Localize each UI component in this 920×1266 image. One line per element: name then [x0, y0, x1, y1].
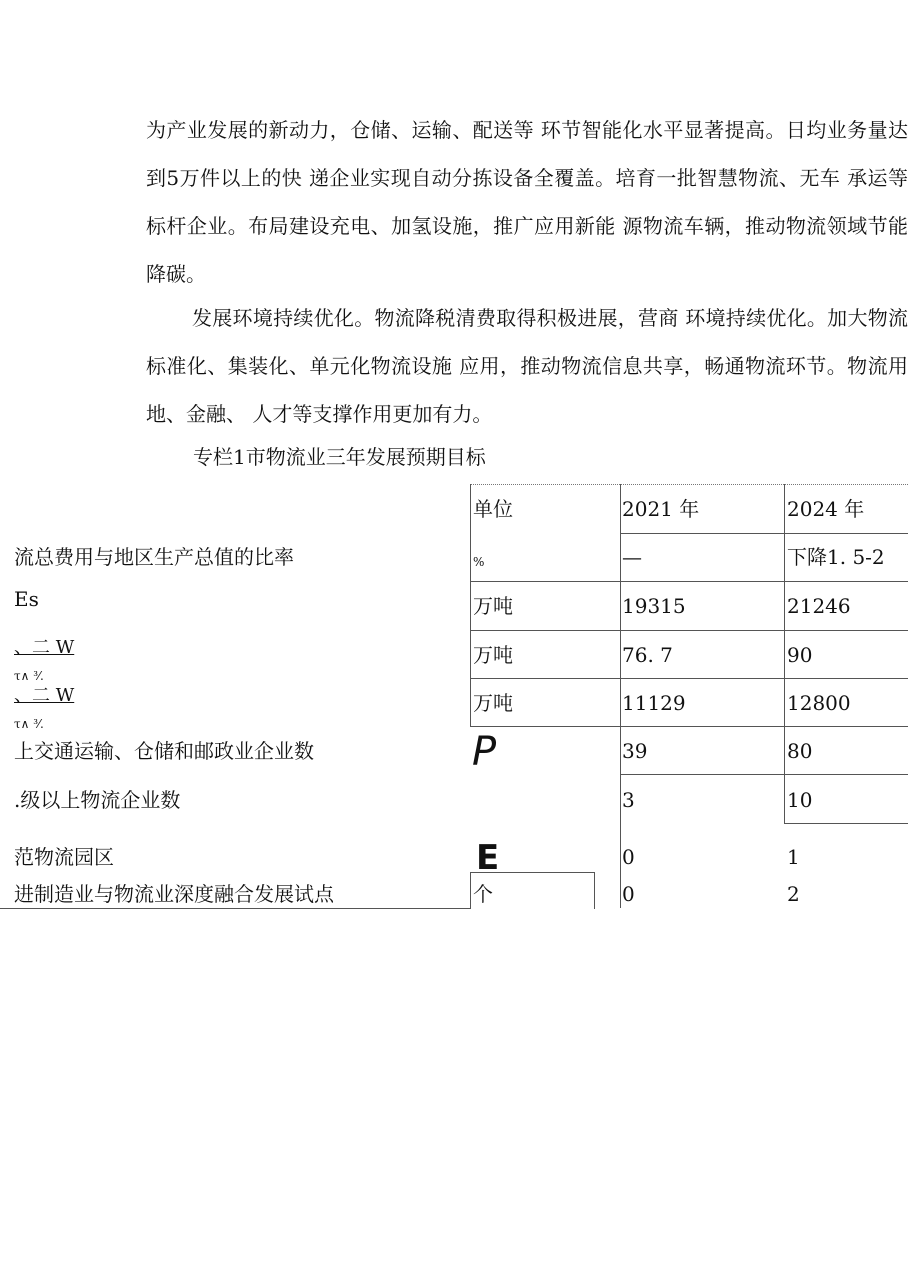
- table-caption: 专栏1市物流业三年发展预期目标: [193, 445, 486, 469]
- row-unit: 万吨: [473, 643, 513, 667]
- row-2021: 11129: [622, 691, 686, 715]
- row-label: 范物流园区: [14, 845, 114, 869]
- row-unit: P: [472, 729, 497, 775]
- row-2024: 80: [787, 739, 813, 763]
- row-label: 、二 W: [14, 685, 75, 706]
- row-2021: —: [622, 545, 642, 569]
- row-label: Es: [14, 587, 39, 611]
- row-sublabel: τ∧ ³⁄.: [14, 669, 44, 683]
- table-bottom-rule: [0, 908, 470, 909]
- row-unit: 个: [473, 882, 493, 906]
- table-rule: [784, 823, 908, 824]
- row-label: 上交通运输、仓储和邮政业企业数: [14, 739, 314, 763]
- row-label: .级以上物流企业数: [14, 788, 181, 812]
- body-paragraph-2: 发展环境持续优化。物流降税清费取得积极进展，营商 环境持续优化。加大物流标准化、集装化、单元化物流设施 应用，推动物流信息共享，畅通物流环节。物流用地、金融、 人才等支撑作用更加有力。: [146, 306, 908, 426]
- table-col-border: [470, 484, 471, 726]
- row-unit: E: [476, 838, 500, 878]
- row-2021: 3: [622, 788, 635, 812]
- table-rule: [470, 630, 908, 631]
- row-label: 、二 W: [14, 637, 75, 658]
- header-2021: 2021 年: [622, 497, 700, 521]
- table-rule: [470, 581, 908, 582]
- row-unit: 万吨: [473, 691, 513, 715]
- row-2024: 1: [787, 845, 800, 869]
- row-unit: 万吨: [473, 594, 513, 618]
- table-rule: [470, 726, 908, 727]
- row-2024: 10: [787, 788, 813, 812]
- row-2021: 0: [622, 845, 635, 869]
- body-paragraph-1: 为产业发展的新动力，仓储、运输、配送等 环节智能化水平显著提高。日均业务量达到5万件以上的快 递企业实现自动分拣设备全覆盖。培育一批智慧物流、无车 承运等标杆企业。布局建设充电、加氢设施，推广应用新能 源物流车辆，推动物流领域节能降碳。: [146, 118, 908, 286]
- header-unit: 单位: [473, 497, 513, 521]
- table-col-border: [594, 872, 595, 909]
- table-top-border: [470, 484, 908, 485]
- row-label: 进制造业与物流业深度融合发展试点: [14, 882, 334, 906]
- table-col-border: [784, 484, 785, 823]
- row-2024: 90: [787, 643, 813, 667]
- row-label: 流总费用与地区生产总值的比率: [14, 545, 294, 569]
- row-2021: 76. 7: [622, 643, 673, 667]
- row-2024: 12800: [787, 691, 851, 715]
- row-2021: 19315: [622, 594, 686, 618]
- table-rule: [470, 678, 908, 679]
- row-sublabel: τ∧ ³⁄.: [14, 717, 44, 731]
- table-rule: [620, 533, 908, 534]
- header-2024: 2024 年: [787, 497, 865, 521]
- row-2021: 0: [622, 882, 635, 906]
- row-2024: 21246: [787, 594, 851, 618]
- table-col-border: [470, 872, 471, 909]
- row-2024: 2: [787, 882, 800, 906]
- row-2024: 下降1. 5-2: [787, 545, 885, 569]
- table-rule: [620, 774, 908, 775]
- row-unit: %: [473, 555, 485, 569]
- row-2021: 39: [622, 739, 648, 763]
- table-col-border: [620, 484, 621, 908]
